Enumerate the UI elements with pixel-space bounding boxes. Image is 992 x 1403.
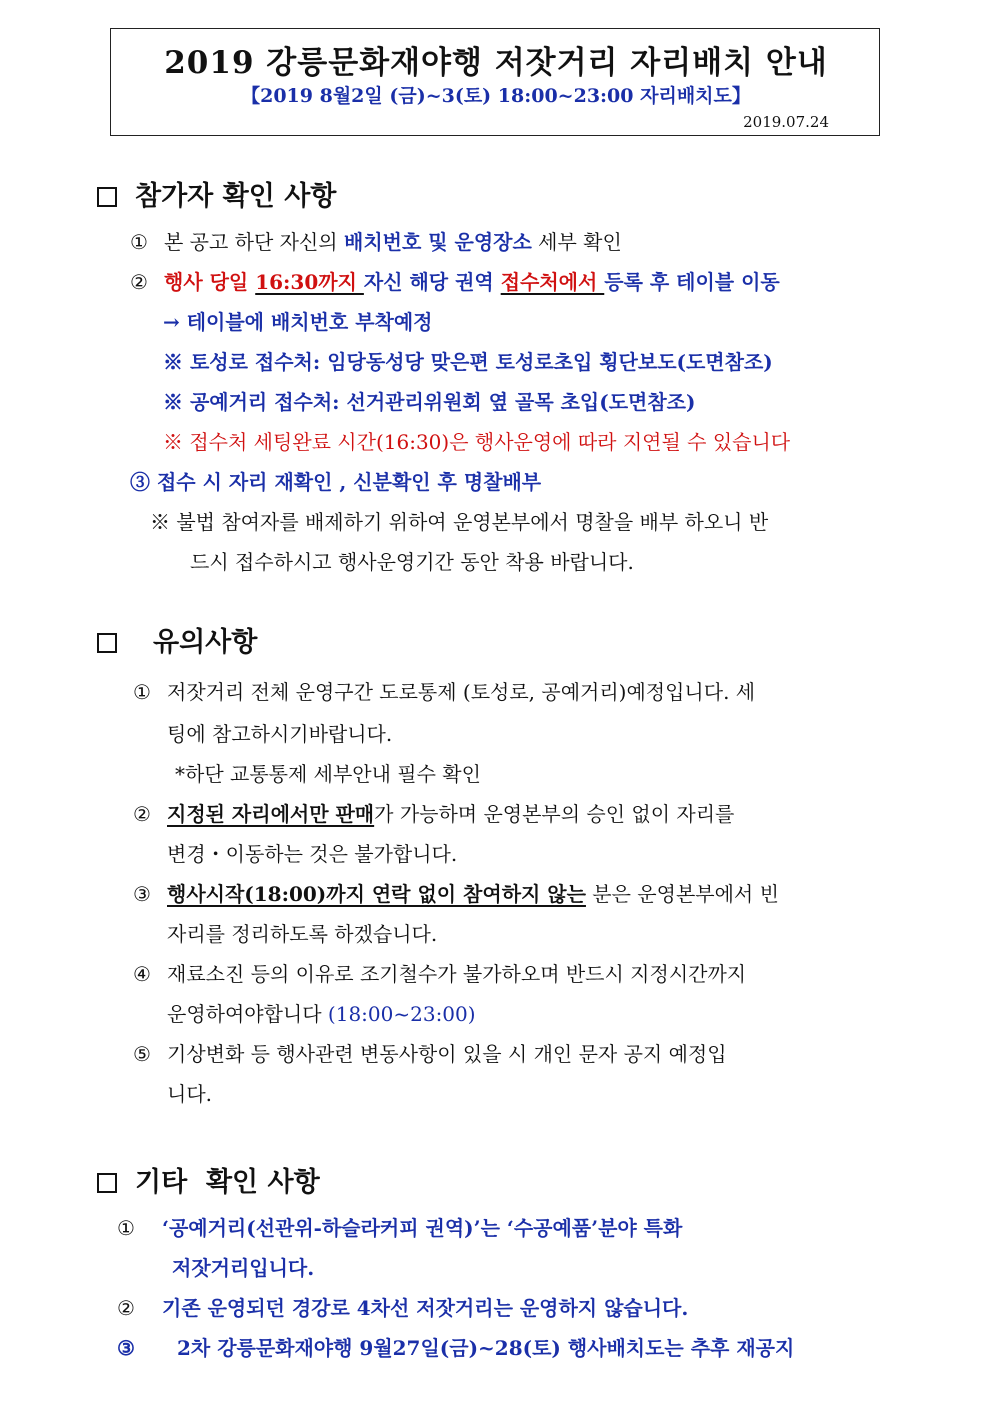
section1-heading: 참가자 확인 사항	[97, 174, 336, 213]
s2-item4-line2: 운영하여야합니다 (18:00~23:00)	[167, 1002, 476, 1026]
s2-item4-line1: ④ 재료소진 등의 이유로 조기철수가 불가하오며 반드시 지정시간까지	[133, 962, 747, 986]
s2-item3-line2: 자리를 정리하도록 하겠습니다.	[167, 922, 438, 946]
checkbox-icon	[97, 633, 117, 653]
s2-item2-line1: ② 지정된 자리에서만 판매가 가능하며 운영본부의 승인 없이 자리를	[133, 802, 735, 826]
event-schedule: 【2019 8월2일 (금)~3(토) 18:00~23:00 자리배치도】	[241, 85, 751, 107]
s2-item1-line2: 팅에 참고하시기바랍니다.	[167, 722, 393, 746]
s2-item3-line1: ③ 행사시작(18:00)까지 연락 없이 참여하지 않는 분은 운영본부에서 빈	[133, 882, 779, 906]
s2-item1-note: *하단 교통통제 세부안내 필수 확인	[175, 762, 481, 786]
s1-note-toseongro: ※ 토성로 접수처: 임당동성당 맞은편 토성로초입 횡단보도(도면참조)	[163, 350, 773, 374]
page-title: 2019 강릉문화재야행 저잣거리 자리배치 안내	[164, 45, 828, 81]
s3-item3: ③ 2차 강릉문화재야행 9월27일(금)~28(토) 행사배치도는 추후 재공지	[117, 1336, 795, 1360]
s3-item1-line2: 저잣거리입니다.	[172, 1256, 315, 1280]
s3-item2: ② 기존 운영되던 경강로 4차선 저잣거리는 운영하지 않습니다.	[117, 1296, 689, 1320]
s1-item1: ① 본 공고 하단 자신의 배치번호 및 운영장소 세부 확인	[130, 230, 622, 254]
s1-item2: ② 행사 당일 16:30까지 자신 해당 권역 접수처에서 등록 후 테이블 이동	[130, 270, 780, 294]
notice-date: 2019.07.24	[743, 113, 829, 131]
checkbox-icon	[97, 187, 117, 207]
s2-item1-line1: ① 저잣거리 전체 운영구간 도로통제 (토성로, 공예거리)예정입니다. 세	[133, 680, 756, 704]
checkbox-icon	[97, 1173, 117, 1193]
s3-item1-line1: ① ‘공예거리(선관위-하슬라커피 권역)’는 ‘수공예품’분야 특화	[117, 1216, 683, 1240]
header-box	[110, 28, 880, 136]
s1-note-craft-street: ※ 공예거리 접수처: 선거관리위원회 옆 골목 초입(도면참조)	[163, 390, 696, 414]
s2-item5-line1: ⑤ 기상변화 등 행사관련 변동사항이 있을 시 개인 문자 공지 예정입	[133, 1042, 727, 1066]
s1-item3: ③ 접수 시 자리 재확인 , 신분확인 후 명찰배부	[130, 470, 542, 494]
s1-arrow-note: → 테이블에 배치번호 부착예정	[163, 310, 433, 334]
s2-item5-line2: 니다.	[167, 1082, 212, 1106]
s1-note-badge-2: 드시 접수하시고 행사운영기간 동안 착용 바랍니다.	[190, 550, 634, 574]
s2-item2-line2: 변경・이동하는 것은 불가합니다.	[167, 842, 458, 866]
section2-heading: 유의사항	[97, 620, 257, 659]
s1-note-badge-1: ※ 불법 참여자를 배제하기 위하여 운영본부에서 명찰을 배부 하오니 반	[150, 510, 769, 534]
s1-note-delay: ※ 접수처 세팅완료 시간(16:30)은 행사운영에 따라 지연될 수 있습니다	[163, 430, 791, 454]
section3-heading: 기타 확인 사항	[97, 1160, 320, 1199]
